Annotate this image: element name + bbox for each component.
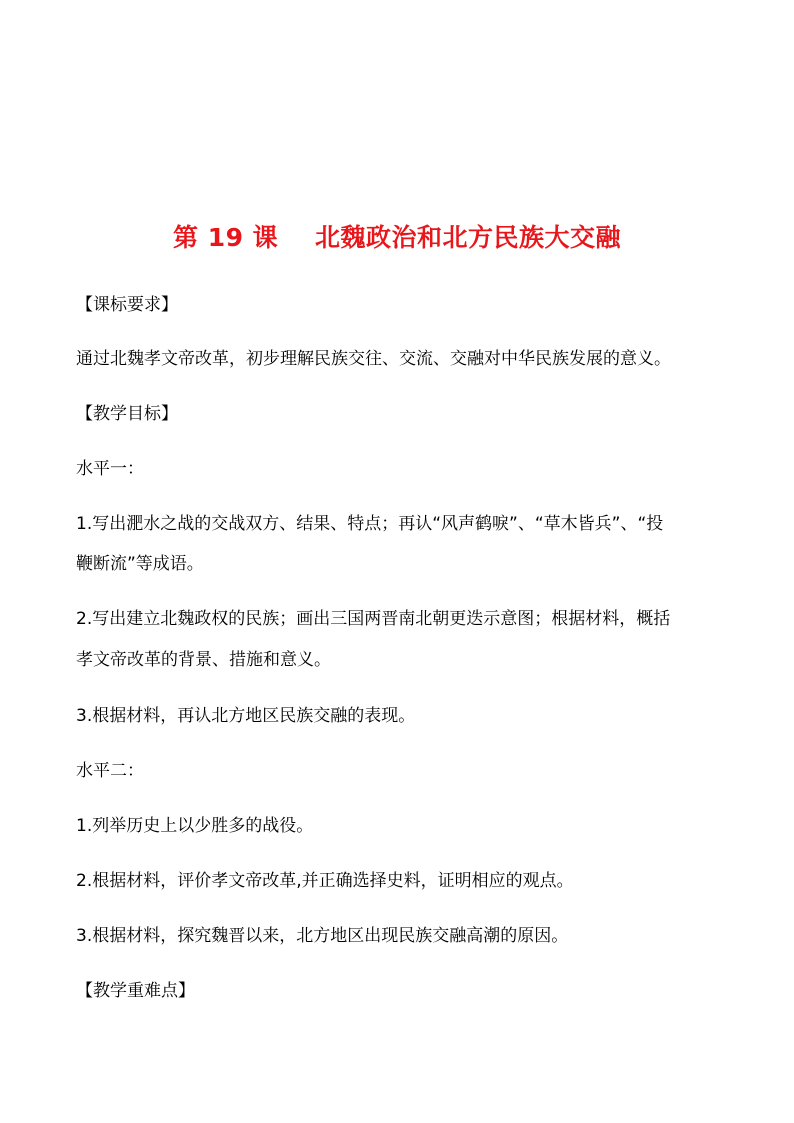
lesson-title: 第 19 课 北魏政治和北方民族大交融: [172, 223, 621, 252]
objectives-header: 【教学目标】: [76, 404, 178, 424]
level1-item1-line2: 鞭断流”等成语。: [76, 554, 204, 574]
curriculum-text: 通过北魏孝文帝改革，初步理解民族交往、交流、交融对中华民族发展的意义。: [76, 349, 671, 369]
level1-item2-line2: 孝文帝改革的背景、措施和意义。: [76, 650, 331, 670]
level2-item3: 3.根据材料，探究魏晋以来，北方地区出现民族交融高潮的原因。: [76, 926, 569, 946]
level1-label: 水平一：: [76, 459, 144, 479]
level2-label: 水平二：: [76, 761, 144, 781]
keypoints-header: 【教学重难点】: [76, 981, 195, 1001]
curriculum-header: 【课标要求】: [76, 295, 178, 315]
level2-item1: 1.列举历史上以少胜多的战役。: [76, 816, 314, 836]
level1-item1-line1: 1.写出淝水之战的交战双方、结果、特点；再认“风声鹤唳”、“草木皆兵”、“投: [76, 514, 664, 534]
level1-item2-line1: 2.写出建立北魏政权的民族；画出三国两晋南北朝更迭示意图；根据材料，概括: [76, 609, 671, 629]
level2-item2: 2.根据材料，评价孝文帝改革,并正确选择史料，证明相应的观点。: [76, 871, 574, 891]
level1-item3: 3.根据材料，再认北方地区民族交融的表现。: [76, 706, 416, 726]
